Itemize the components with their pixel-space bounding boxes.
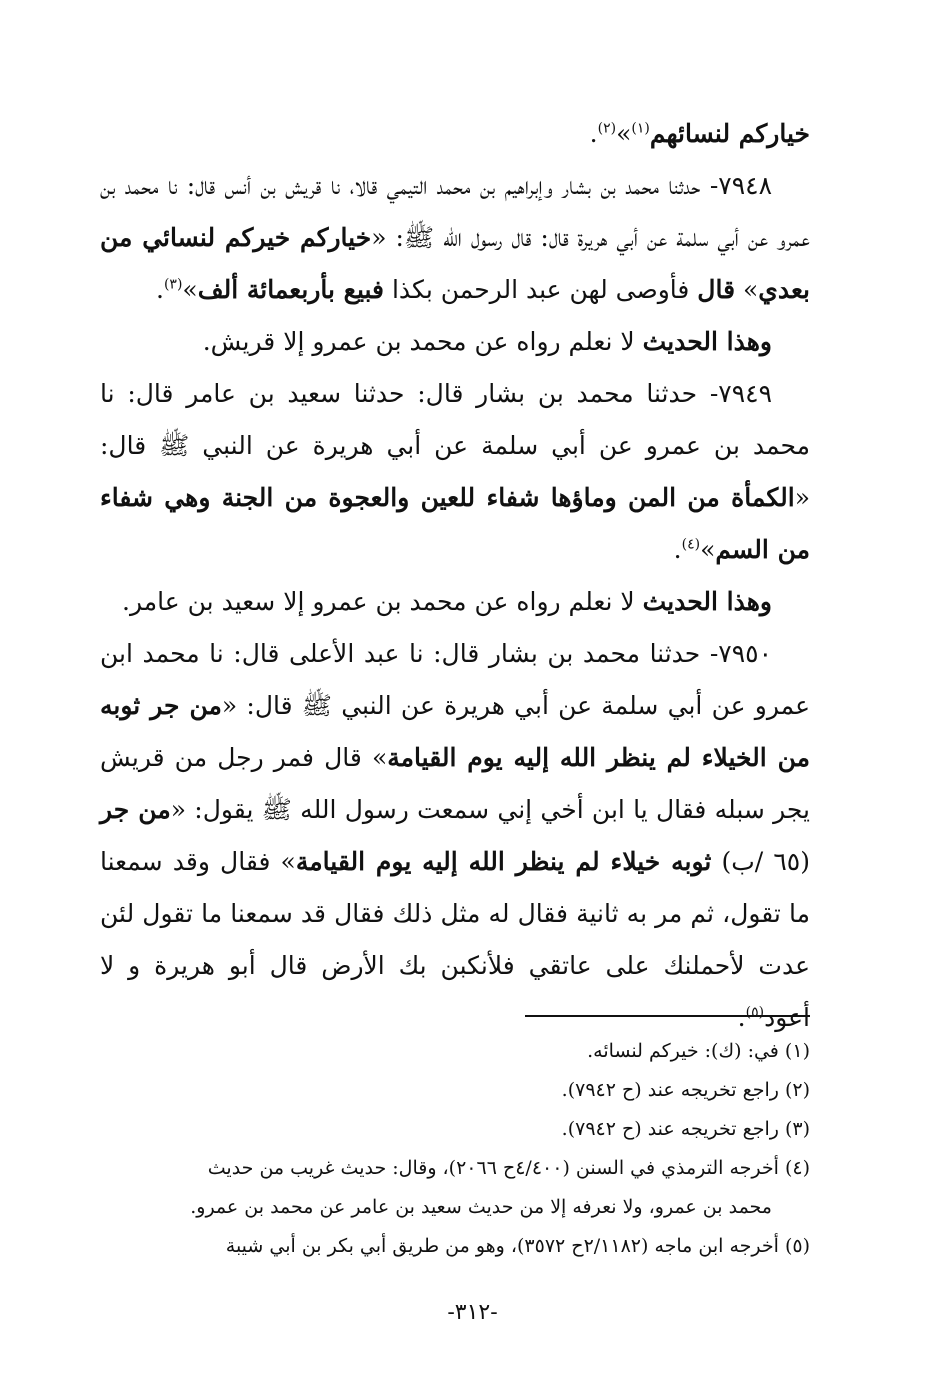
footnote-4: (٤) أخرجه الترمذي في السنن (٤/٤٠٠ح ٢٠٦٦)، وقال: حديث غريب من حديث — [207, 1157, 810, 1179]
hadith-isnad: ٧٩٥٠- حدثنا محمد بن بشار قال: نا عبد الأعلى قال: نا محمد ابن عمرو عن أبي سلمة عن أبي هريرة عن النبي ﷺ قال: « — [100, 639, 810, 720]
hadith-7949 — [100, 368, 810, 576]
footnote-ref: (٢) — [597, 120, 617, 137]
hadith-matn-bold: من جر ثوبه من الخيلاء لم ينظر الله إليه يوم القيامة — [100, 691, 811, 772]
text-run: » قال فمر رجل من قريش يجر سبله فقال يا ابن أخي إني سمعت رسول الله ﷺ يقول: « — [100, 743, 810, 824]
footnote-5: (٥) أخرجه ابن ماجه (٢/١١٨٢ح ٣٥٧٢)، وهو من طريق أبي بكر بن أبي شيبة — [225, 1235, 810, 1257]
commentary-text: لا نعلم رواه عن محمد بن عمرو إلا سعيد بن عامر. — [122, 587, 643, 616]
main-text — [100, 108, 810, 1044]
commentary-7949 — [100, 576, 810, 628]
footnote-ref: (٤) — [681, 536, 701, 553]
footnote-separator — [525, 1015, 810, 1017]
hadith-matn-bold: الكمأة من المن وماؤها شفاء للعين والعجوة من الجنة وهي شفاء من السم — [100, 483, 810, 564]
page-number: -٣١٢- — [447, 1300, 498, 1325]
hadith-matn-bold: قال — [697, 275, 736, 304]
footnote-ref: (١) — [631, 120, 650, 137]
hadith-matn-bold: خياركم خيركم لنسائي من بعدي — [100, 223, 810, 304]
text-run: فأوصى لهن عبد الرحمن بكذا — [384, 275, 698, 304]
period: . — [673, 535, 682, 564]
hadith-isnad: ٧٩٤٩- حدثنا محمد بن بشار قال: حدثنا سعيد بن عامر قال: نا محمد بن عمرو عن أبي سلمة عن أبي هريرة عن النبي ﷺ قال: « — [100, 379, 810, 512]
commentary-lead: وهذا الحديث — [642, 587, 772, 616]
text-run: » فقال وقد سمعنا ما تقول، ثم مر به ثانية فقال له مثل ذلك فقال قد سمعنا ما تقول لئن عدت لأحملنك على عاتقي فلأنكبن بك الأرض قال أبو هريرة و لا أعود — [100, 847, 810, 1032]
hadith-7950 — [100, 628, 810, 1044]
hadith-matn-bold: خياركم لنسائهم — [649, 119, 810, 148]
commentary-lead: وهذا الحديث — [642, 327, 772, 356]
commentary-7948 — [100, 316, 810, 368]
text-run: » — [700, 535, 716, 564]
footnote-1: (١) في: (ك): خيركم لنسائه. — [587, 1040, 810, 1062]
period: . — [737, 1003, 746, 1032]
hadith-matn-bold: ثوبه خيلاء لم ينظر الله إليه يوم القيامة — [295, 847, 712, 876]
quote-mark: » — [616, 119, 632, 148]
footnote-3: (٣) راجع تخريجه عند (ح ٧٩٤٢). — [561, 1118, 810, 1140]
footnote-ref: (٥) — [745, 1004, 765, 1021]
manuscript-folio-ref: (٦٥ /ب) — [711, 847, 810, 876]
footnote-ref: (٣) — [163, 276, 183, 293]
footnote-4-continuation: محمد بن عمرو، ولا نعرفه إلا من حديث سعيد بن عامر عن محمد بن عمرو. — [190, 1196, 772, 1218]
hadith-isnad: ٧٩٤٨- حدثنا محمد بن بشار وإبراهيم بن محمد التيمي قالا، نا قريش بن أنس قال: نا محمد بن عمرو عن أبي سلمة عن أبي هريرة قال: قال رسول الله ﷺ: « — [100, 171, 811, 252]
text-run: » — [182, 275, 198, 304]
period: . — [589, 119, 598, 148]
footnote-2: (٢) راجع تخريجه عند (ح ٧٩٤٢). — [561, 1079, 810, 1101]
text-run: » — [735, 275, 759, 304]
hadith-matn-bold: فبيع بأربعمائة ألف — [197, 275, 385, 304]
hadith-matn-bold: من جر — [100, 795, 171, 824]
hadith-7948 — [100, 160, 810, 316]
footnotes — [100, 1032, 810, 1266]
commentary-text: لا نعلم رواه عن محمد بن عمرو إلا قريش. — [202, 327, 643, 356]
period: . — [156, 275, 164, 304]
paragraph-continuation — [100, 108, 810, 160]
